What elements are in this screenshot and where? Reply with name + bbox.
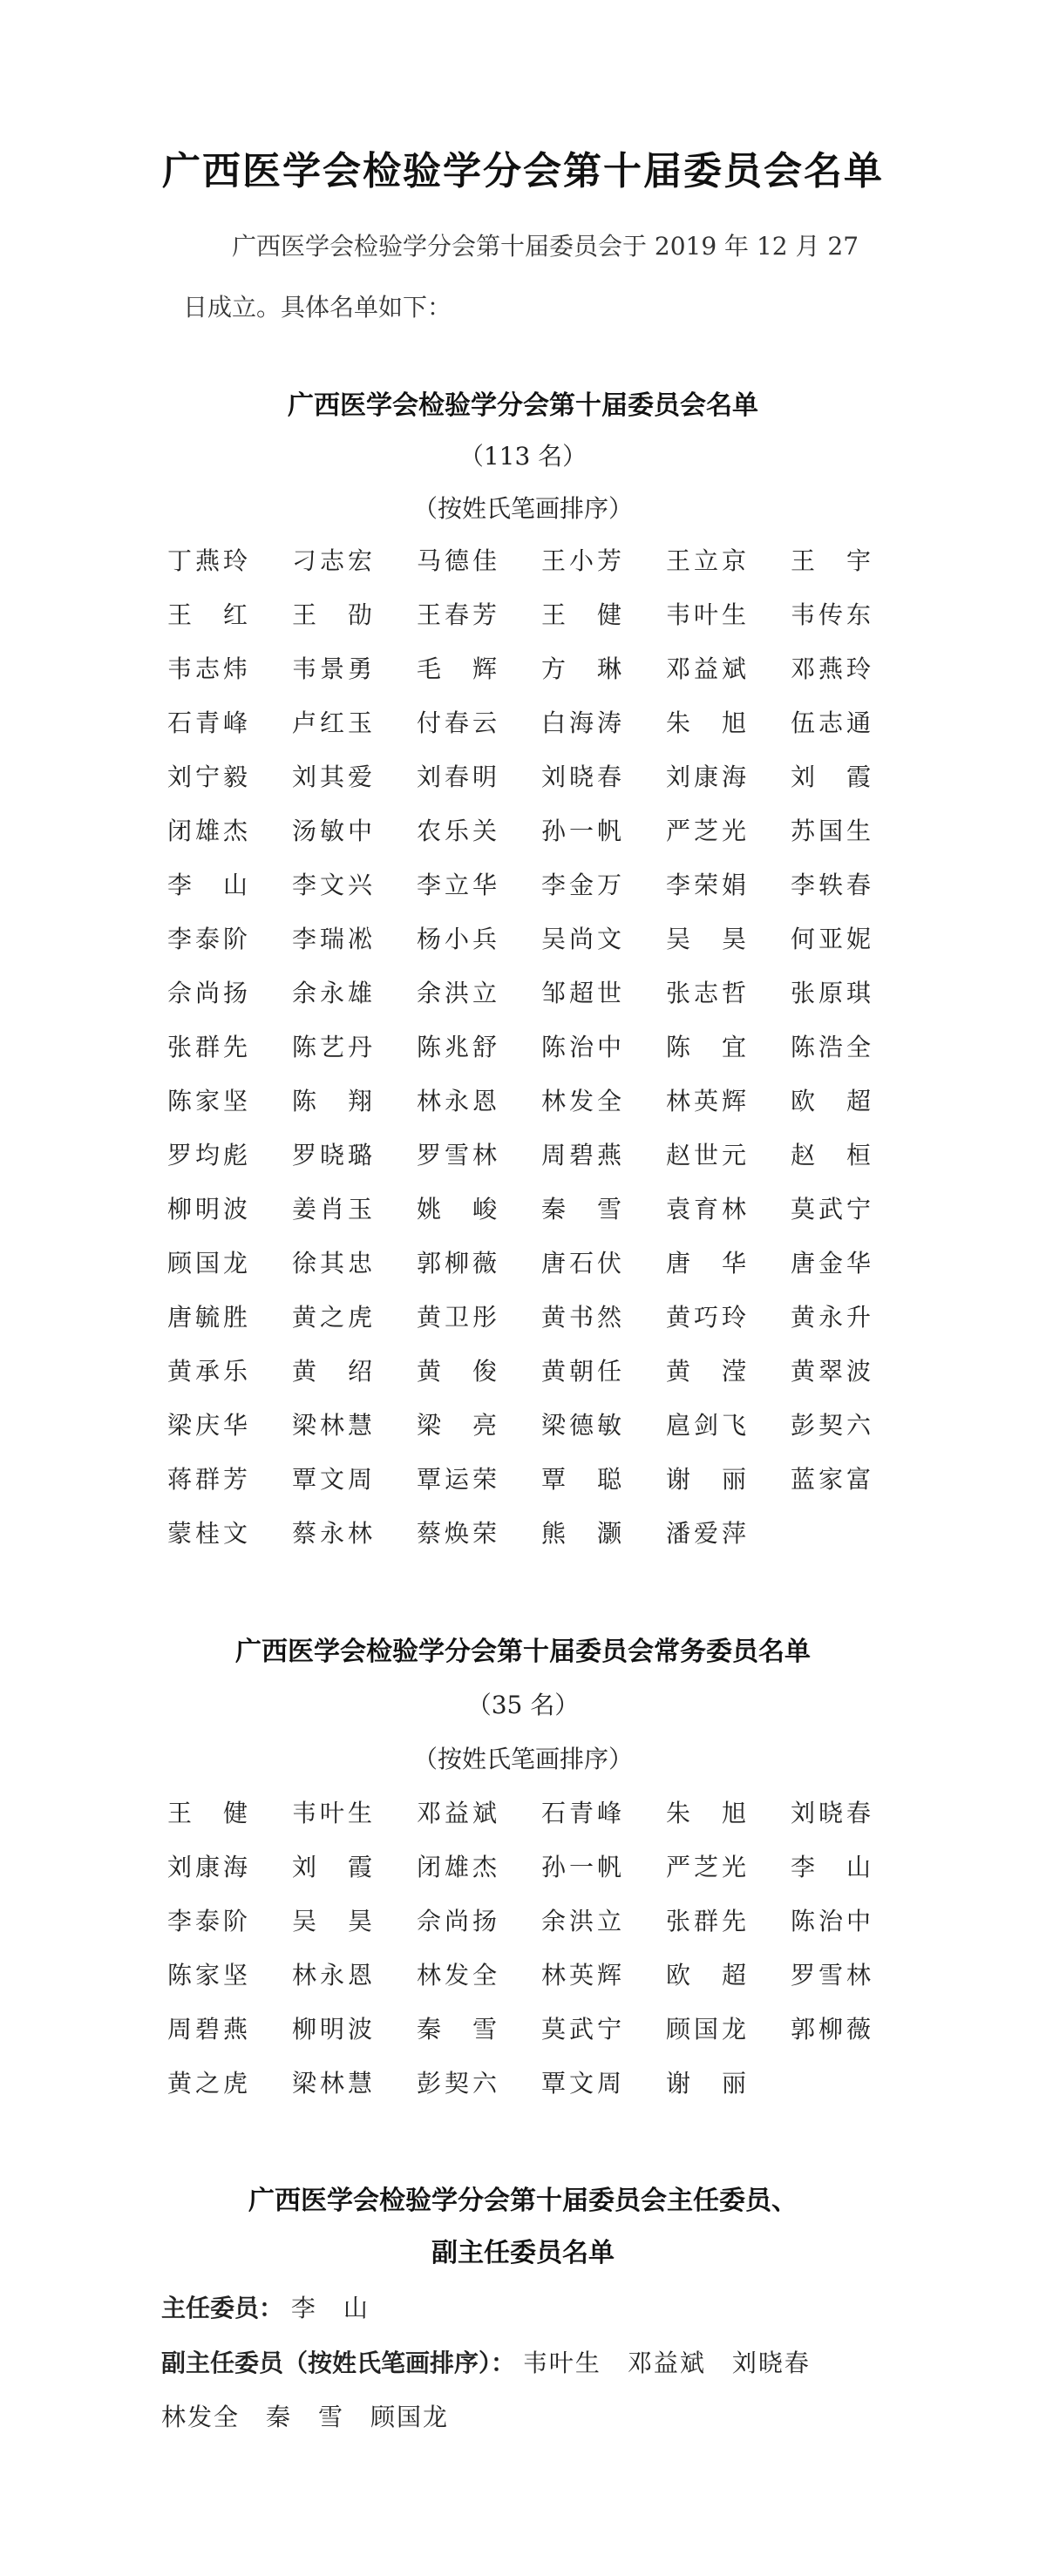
member-name: 佘尚扬 bbox=[167, 979, 252, 1007]
member-name: 黄卫彤 bbox=[417, 1303, 501, 1332]
member-name: 覃运荣 bbox=[417, 1465, 501, 1494]
member-name: 黄书然 bbox=[541, 1303, 626, 1332]
member-name: 李立华 bbox=[417, 871, 501, 899]
chair-line bbox=[161, 2289, 370, 2324]
member-name: 柳明波 bbox=[292, 2015, 377, 2044]
member-name: 赵 桓 bbox=[791, 1141, 875, 1169]
member-name: 姚 峻 bbox=[417, 1195, 501, 1224]
member-name: 农乐关 bbox=[417, 817, 501, 845]
member-name: 彭契六 bbox=[417, 2069, 501, 2098]
member-name: 蒋群芳 bbox=[167, 1465, 252, 1494]
committee-count: （113 名） bbox=[458, 442, 588, 471]
member-name: 梁 亮 bbox=[417, 1411, 501, 1440]
member-name: 韦志炜 bbox=[167, 654, 252, 683]
member-name: 苏国生 bbox=[791, 817, 875, 845]
member-name: 林发全 bbox=[417, 1961, 501, 1990]
member-name: 石青峰 bbox=[167, 708, 252, 737]
member-name: 吴 昊 bbox=[666, 925, 751, 953]
member-name: 李泰阶 bbox=[167, 925, 252, 953]
member-name: 欧 超 bbox=[791, 1087, 875, 1115]
member-name: 陈家坚 bbox=[167, 1961, 252, 1990]
vice-chair-line bbox=[161, 2344, 811, 2379]
member-name: 王 宇 bbox=[791, 546, 875, 575]
member-name: 王 红 bbox=[167, 600, 252, 629]
member-name: 闭雄杰 bbox=[417, 1853, 501, 1881]
member-name: 黄之虎 bbox=[167, 2069, 252, 2098]
member-name: 邓益斌 bbox=[666, 654, 751, 683]
member-name: 周碧燕 bbox=[167, 2015, 252, 2044]
member-name: 黄翠波 bbox=[791, 1357, 875, 1386]
member-name: 邹超世 bbox=[541, 979, 626, 1007]
member-name: 李轶春 bbox=[791, 871, 875, 899]
member-name: 李 山 bbox=[167, 871, 252, 899]
member-name: 吴 昊 bbox=[292, 1907, 377, 1935]
member-name: 陈家坚 bbox=[167, 1087, 252, 1115]
member-name: 蓝家富 bbox=[791, 1465, 875, 1494]
member-name: 顾国龙 bbox=[167, 1249, 252, 1278]
member-name: 唐金华 bbox=[791, 1249, 875, 1278]
member-name: 唐 华 bbox=[666, 1249, 751, 1278]
member-name: 韦景勇 bbox=[292, 654, 377, 683]
member-name: 梁德敏 bbox=[541, 1411, 626, 1440]
member-name: 黄承乐 bbox=[167, 1357, 252, 1386]
member-name: 赵世元 bbox=[666, 1141, 751, 1169]
member-name: 韦传东 bbox=[791, 600, 875, 629]
member-name: 刘春明 bbox=[417, 763, 501, 791]
member-name: 李文兴 bbox=[292, 871, 377, 899]
member-name: 李瑞凇 bbox=[292, 925, 377, 953]
member-name: 邓燕玲 bbox=[791, 654, 875, 683]
member-name: 韦叶生 bbox=[292, 1799, 377, 1827]
member-name: 石青峰 bbox=[541, 1799, 626, 1827]
member-name: 刘晓春 bbox=[541, 763, 626, 791]
member-name: 吴尚文 bbox=[541, 925, 626, 953]
member-name: 徐其忠 bbox=[292, 1249, 377, 1278]
vice-chair-names-1: 韦叶生 邓益斌 刘晓春 bbox=[522, 2349, 811, 2377]
member-name: 陈浩全 bbox=[791, 1033, 875, 1061]
member-name: 陈兆舒 bbox=[417, 1033, 501, 1061]
intro-line-2: 日成立。具体名单如下： bbox=[183, 293, 452, 322]
vice-chair-label: 副主任委员（按姓氏笔画排序）： bbox=[161, 2349, 516, 2377]
member-name: 莫武宁 bbox=[791, 1195, 875, 1224]
member-name: 陈治中 bbox=[541, 1033, 626, 1061]
member-name: 欧 超 bbox=[666, 1961, 751, 1990]
member-name: 严芝光 bbox=[666, 817, 751, 845]
member-name: 王小芳 bbox=[541, 546, 626, 575]
member-name: 陈艺丹 bbox=[292, 1033, 377, 1061]
member-name: 方 琳 bbox=[541, 654, 626, 683]
member-name: 柳明波 bbox=[167, 1195, 252, 1224]
member-name: 梁林慧 bbox=[292, 1411, 377, 1440]
member-name: 孙一帆 bbox=[541, 817, 626, 845]
member-name: 刘康海 bbox=[167, 1853, 252, 1881]
member-name: 林英辉 bbox=[541, 1961, 626, 1990]
intro-paragraph bbox=[183, 216, 880, 338]
member-name: 罗雪林 bbox=[791, 1961, 875, 1990]
chair-label: 主任委员： bbox=[161, 2294, 284, 2322]
member-name: 李泰阶 bbox=[167, 1907, 252, 1935]
member-name: 丁燕玲 bbox=[167, 546, 252, 575]
member-name: 马德佳 bbox=[417, 546, 501, 575]
member-name: 张群先 bbox=[666, 1907, 751, 1935]
committee-order-note: （按姓氏笔画排序） bbox=[412, 494, 633, 523]
member-name: 刁志宏 bbox=[292, 546, 377, 575]
member-name: 陈 宜 bbox=[666, 1033, 751, 1061]
member-name: 汤敏中 bbox=[292, 817, 377, 845]
member-name: 扈剑飞 bbox=[666, 1411, 751, 1440]
vice-chair-names-2: 林发全 秦 雪 顾国龙 bbox=[161, 2403, 450, 2431]
member-name: 唐石伏 bbox=[541, 1249, 626, 1278]
member-name: 黄巧玲 bbox=[666, 1303, 751, 1332]
member-name: 蔡永林 bbox=[292, 1519, 377, 1548]
member-name: 林永恩 bbox=[417, 1087, 501, 1115]
member-name: 顾国龙 bbox=[666, 2015, 751, 2044]
member-name: 杨小兵 bbox=[417, 925, 501, 953]
leaders-title-line-1: 广西医学会检验学分会第十届委员会主任委员、 bbox=[248, 2186, 798, 2216]
committee-title: 广西医学会检验学分会第十届委员会名单 bbox=[288, 390, 758, 421]
member-name: 卢红玉 bbox=[292, 708, 377, 737]
member-name: 覃 聪 bbox=[541, 1465, 626, 1494]
member-name: 余永雄 bbox=[292, 979, 377, 1007]
member-name: 王 健 bbox=[167, 1799, 252, 1827]
member-name: 黄永升 bbox=[791, 1303, 875, 1332]
member-name: 郭柳薇 bbox=[417, 1249, 501, 1278]
member-name: 秦 雪 bbox=[417, 2015, 501, 2044]
member-name: 李金万 bbox=[541, 871, 626, 899]
member-name: 蔡焕荣 bbox=[417, 1519, 501, 1548]
member-name: 黄 滢 bbox=[666, 1357, 751, 1386]
member-name: 莫武宁 bbox=[541, 2015, 626, 2044]
vice-chair-line-2 bbox=[161, 2398, 449, 2433]
member-name: 刘其爱 bbox=[292, 763, 377, 791]
member-name: 王春芳 bbox=[417, 600, 501, 629]
standing-order-note: （按姓氏笔画排序） bbox=[412, 1745, 633, 1773]
member-name: 韦叶生 bbox=[666, 600, 751, 629]
member-name: 王 劭 bbox=[292, 600, 377, 629]
member-name: 闭雄杰 bbox=[167, 817, 252, 845]
member-name: 黄朝任 bbox=[541, 1357, 626, 1386]
member-name: 付春云 bbox=[417, 708, 501, 737]
member-name: 孙一帆 bbox=[541, 1853, 626, 1881]
member-name: 王 健 bbox=[541, 600, 626, 629]
member-name: 唐毓胜 bbox=[167, 1303, 252, 1332]
member-name: 梁庆华 bbox=[167, 1411, 252, 1440]
member-name: 刘晓春 bbox=[791, 1799, 875, 1827]
member-name: 罗雪林 bbox=[417, 1141, 501, 1169]
member-name: 谢 丽 bbox=[666, 1465, 751, 1494]
member-name: 张原琪 bbox=[791, 979, 875, 1007]
member-name: 周碧燕 bbox=[541, 1141, 626, 1169]
member-name: 朱 旭 bbox=[666, 708, 751, 737]
member-name: 潘爱萍 bbox=[666, 1519, 751, 1548]
member-name: 罗均彪 bbox=[167, 1141, 252, 1169]
member-name: 余洪立 bbox=[541, 1907, 626, 1935]
member-name: 佘尚扬 bbox=[417, 1907, 501, 1935]
member-name: 秦 雪 bbox=[541, 1195, 626, 1224]
document-title: 广西医学会检验学分会第十届委员会名单 bbox=[162, 149, 884, 193]
member-name: 严芝光 bbox=[666, 1853, 751, 1881]
member-name: 梁林慧 bbox=[292, 2069, 377, 2098]
intro-line-1: 广西医学会检验学分会第十届委员会于 2019 年 12 月 27 bbox=[232, 232, 859, 261]
member-name: 罗晓璐 bbox=[292, 1141, 377, 1169]
member-name: 刘康海 bbox=[666, 763, 751, 791]
member-name: 彭契六 bbox=[791, 1411, 875, 1440]
member-name: 黄 绍 bbox=[292, 1357, 377, 1386]
member-name: 王立京 bbox=[666, 546, 751, 575]
member-name: 蒙桂文 bbox=[167, 1519, 252, 1548]
member-name: 谢 丽 bbox=[666, 2069, 751, 2098]
member-name: 姜肖玉 bbox=[292, 1195, 377, 1224]
member-name: 李荣娟 bbox=[666, 871, 751, 899]
member-name: 何亚妮 bbox=[791, 925, 875, 953]
member-name: 林永恩 bbox=[292, 1961, 377, 1990]
member-name: 白海涛 bbox=[541, 708, 626, 737]
standing-count: （35 名） bbox=[466, 1691, 580, 1719]
member-name: 毛 辉 bbox=[417, 654, 501, 683]
member-name: 黄 俊 bbox=[417, 1357, 501, 1386]
member-name: 张群先 bbox=[167, 1033, 252, 1061]
member-name: 李 山 bbox=[791, 1853, 875, 1881]
member-name: 黄之虎 bbox=[292, 1303, 377, 1332]
member-name: 覃文周 bbox=[541, 2069, 626, 2098]
member-name: 余洪立 bbox=[417, 979, 501, 1007]
member-name: 刘 霞 bbox=[791, 763, 875, 791]
member-name: 陈治中 bbox=[791, 1907, 875, 1935]
chair-name: 李 山 bbox=[290, 2294, 370, 2322]
member-name: 郭柳薇 bbox=[791, 2015, 875, 2044]
member-name: 林发全 bbox=[541, 1087, 626, 1115]
member-name: 张志哲 bbox=[666, 979, 751, 1007]
member-name: 朱 旭 bbox=[666, 1799, 751, 1827]
member-name: 陈 翔 bbox=[292, 1087, 377, 1115]
member-name: 熊 灏 bbox=[541, 1519, 626, 1548]
member-name: 邓益斌 bbox=[417, 1799, 501, 1827]
member-name: 刘 霞 bbox=[292, 1853, 377, 1881]
member-name: 刘宁毅 bbox=[167, 763, 252, 791]
member-name: 林英辉 bbox=[666, 1087, 751, 1115]
standing-name-grid bbox=[167, 1786, 915, 2111]
standing-title: 广西医学会检验学分会第十届委员会常务委员名单 bbox=[235, 1637, 811, 1667]
member-name: 覃文周 bbox=[292, 1465, 377, 1494]
member-name: 袁育林 bbox=[666, 1195, 751, 1224]
member-name: 伍志通 bbox=[791, 708, 875, 737]
leaders-title-line-2: 副主任委员名单 bbox=[431, 2238, 615, 2268]
committee-name-grid bbox=[167, 534, 915, 1561]
